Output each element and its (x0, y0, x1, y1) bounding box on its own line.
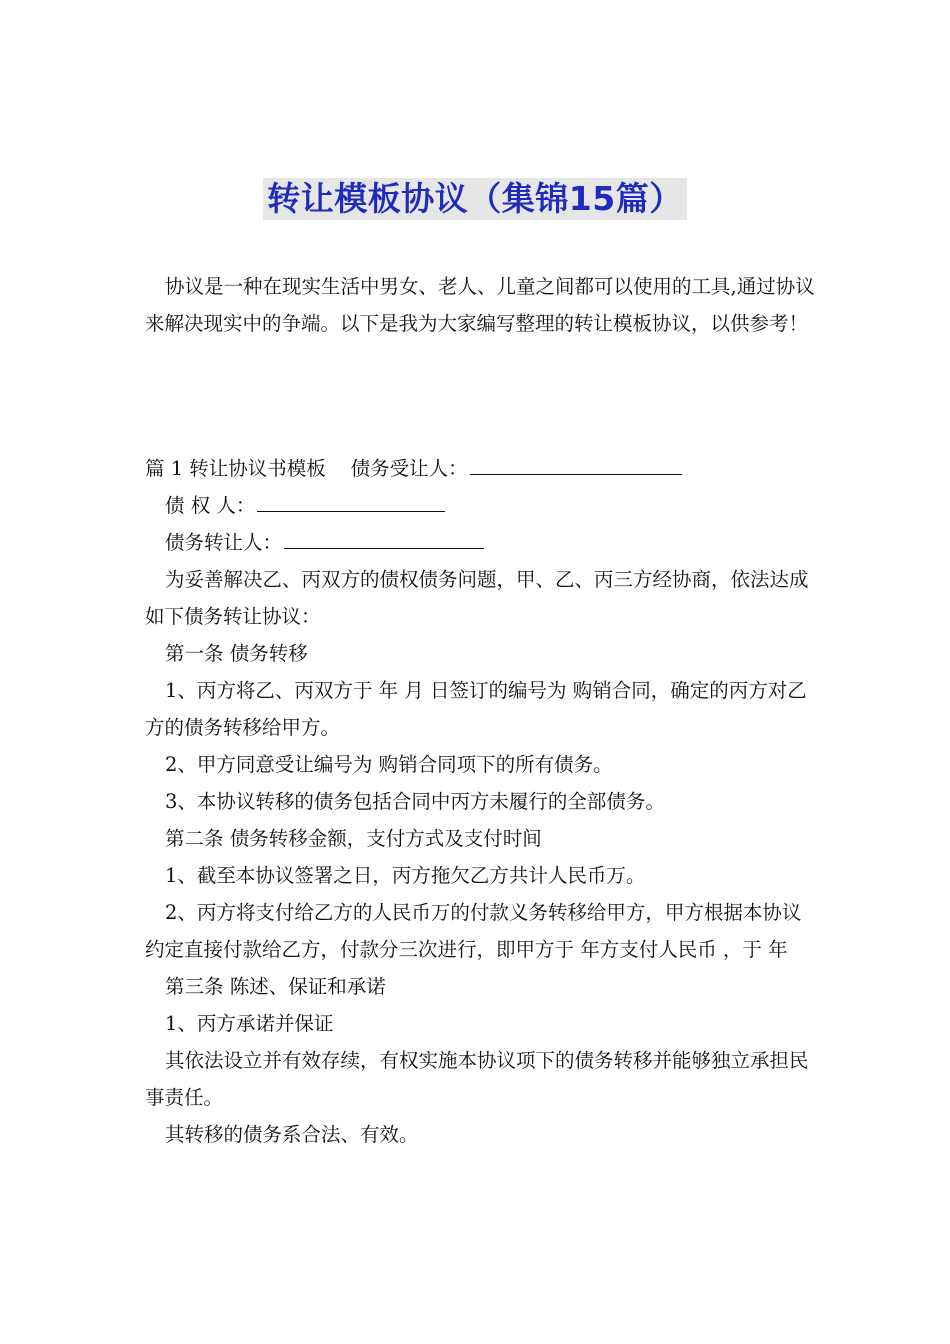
section-1 (145, 450, 815, 1153)
body-paragraph: 其依法设立并有效存续，有权实施本协议项下的债务转移并能够独立承担民事责任。 (145, 1049, 809, 1109)
body-paragraph: 为妥善解决乙、丙双方的债权债务问题，甲、乙、丙三方经协商，依法达成如下债务转让协议： (145, 568, 809, 628)
transferor-line (145, 524, 815, 561)
document-title: 转让模板协议（集锦15篇） (263, 178, 686, 220)
body-paragraph: 2、丙方将支付给乙方的人民币万的付款义务转移给甲方，甲方根据本协议约定直接付款给乙方，付款分三次进行，即甲方于 年方支付人民币 ，于 年 (145, 901, 802, 961)
body-paragraph: 其转移的债务系合法、有效。 (165, 1123, 419, 1146)
assignee-blank-line (470, 452, 682, 475)
body-paragraph: 3、本协议转移的债务包括合同中丙方未履行的全部债务。 (165, 790, 665, 813)
creditor-label: 债 权 人： (165, 494, 256, 517)
section-1-heading: 篇 1 转让协议书模板 (145, 457, 326, 480)
article-heading: 第三条 陈述、保证和承诺 (165, 975, 386, 998)
article-heading: 第一条 债务转移 (165, 642, 308, 665)
transferor-blank-line (284, 526, 484, 549)
intro-paragraph: 协议是一种在现实生活中男女、老人、儿童之间都可以使用的工具,通过协议来解决现实中的争端。以下是我为大家编写整理的转让模板协议，以供参考！ (145, 275, 815, 335)
creditor-line (145, 487, 815, 524)
assignee-label: 债务受让人： (350, 457, 468, 480)
title-container (0, 178, 950, 220)
body-paragraph: 1、丙方承诺并保证 (165, 1012, 334, 1035)
intro-section (145, 268, 815, 342)
body-paragraph: 1、截至本协议签署之日，丙方拖欠乙方共计人民币万。 (165, 864, 646, 887)
transferor-label: 债务转让人： (165, 531, 283, 554)
body-paragraph: 2、甲方同意受让编号为 购销合同项下的所有债务。 (165, 753, 613, 776)
body-paragraph: 1、丙方将乙、丙双方于 年 月 日签订的编号为 购销合同，确定的丙方对乙方的债务转移给甲方。 (145, 679, 807, 739)
article-heading: 第二条 债务转移金额，支付方式及支付时间 (165, 827, 542, 850)
section-1-header-line (145, 450, 815, 487)
creditor-blank-line (257, 489, 445, 512)
